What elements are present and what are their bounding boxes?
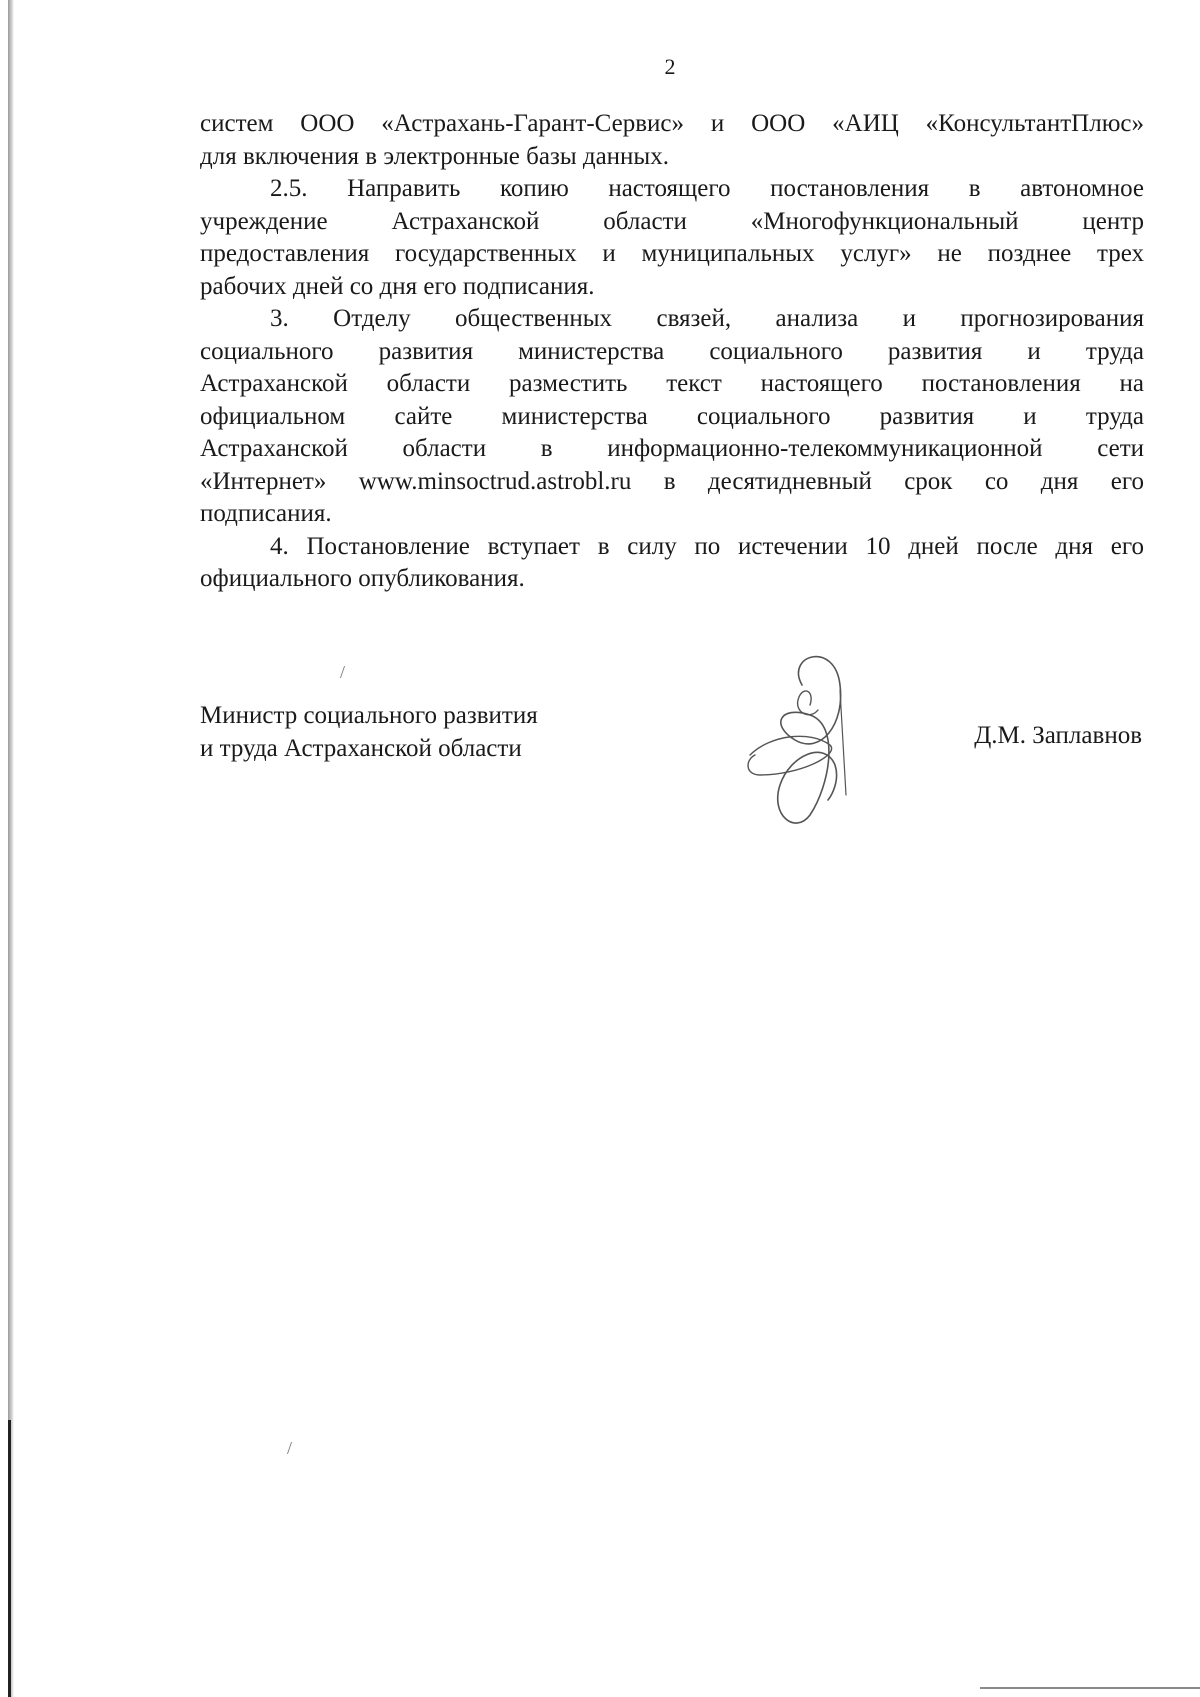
body-line-indented: 2.5. Направить копию настоящего постановления в автономное — [270, 175, 1144, 202]
scan-speck: / — [287, 1438, 293, 1458]
signer-name: Д.М. Заплавнов — [974, 722, 1142, 749]
body-line: социального развития министерства социального развития и труда — [200, 337, 1144, 365]
body-line: официального опубликования. — [200, 565, 525, 592]
body-line: учреждение Астраханской области «Многофункциональный центр — [200, 207, 1144, 235]
signature-position-line: и труда Астраханской области — [200, 734, 522, 762]
body-line: предоставления государственных и муниципальных услуг» не позднее трех — [200, 240, 1144, 267]
handwritten-signature — [740, 645, 870, 845]
signature-position — [200, 700, 538, 765]
page-number: 2 — [664, 54, 676, 79]
scan-edge-dark — [8, 1420, 11, 1697]
body-line: подписания. — [200, 500, 332, 527]
signature-position-line: Министр социального развития — [200, 702, 538, 729]
body-line: для включения в электронные базы данных. — [200, 142, 669, 170]
body-line: рабочих дней со дня его подписания. — [200, 272, 595, 300]
body-line-indented: 3. Отделу общественных связей, анализа и прогнозирования — [270, 305, 1144, 332]
body-line: Астраханской области в информационно-телекоммуникационной сети — [200, 435, 1144, 462]
bottom-rule — [980, 1687, 1200, 1689]
scan-speck: / — [340, 662, 346, 682]
document-body — [200, 108, 1144, 596]
body-line: систем ООО «Астрахань-Гарант-Сервис» и ООО «АИЦ «КонсультантПлюс» — [200, 110, 1144, 137]
body-line: официальном сайте министерства социального развития и труда — [200, 402, 1144, 430]
body-line: Астраханской области разместить текст настоящего постановления на — [200, 370, 1144, 397]
body-line: «Интернет» www.minsoctrud.astrobl.ru в десятидневный срок со дня его — [200, 467, 1144, 495]
body-line-indented: 4. Постановление вступает в силу по истечении 10 дней после дня его — [270, 532, 1144, 560]
